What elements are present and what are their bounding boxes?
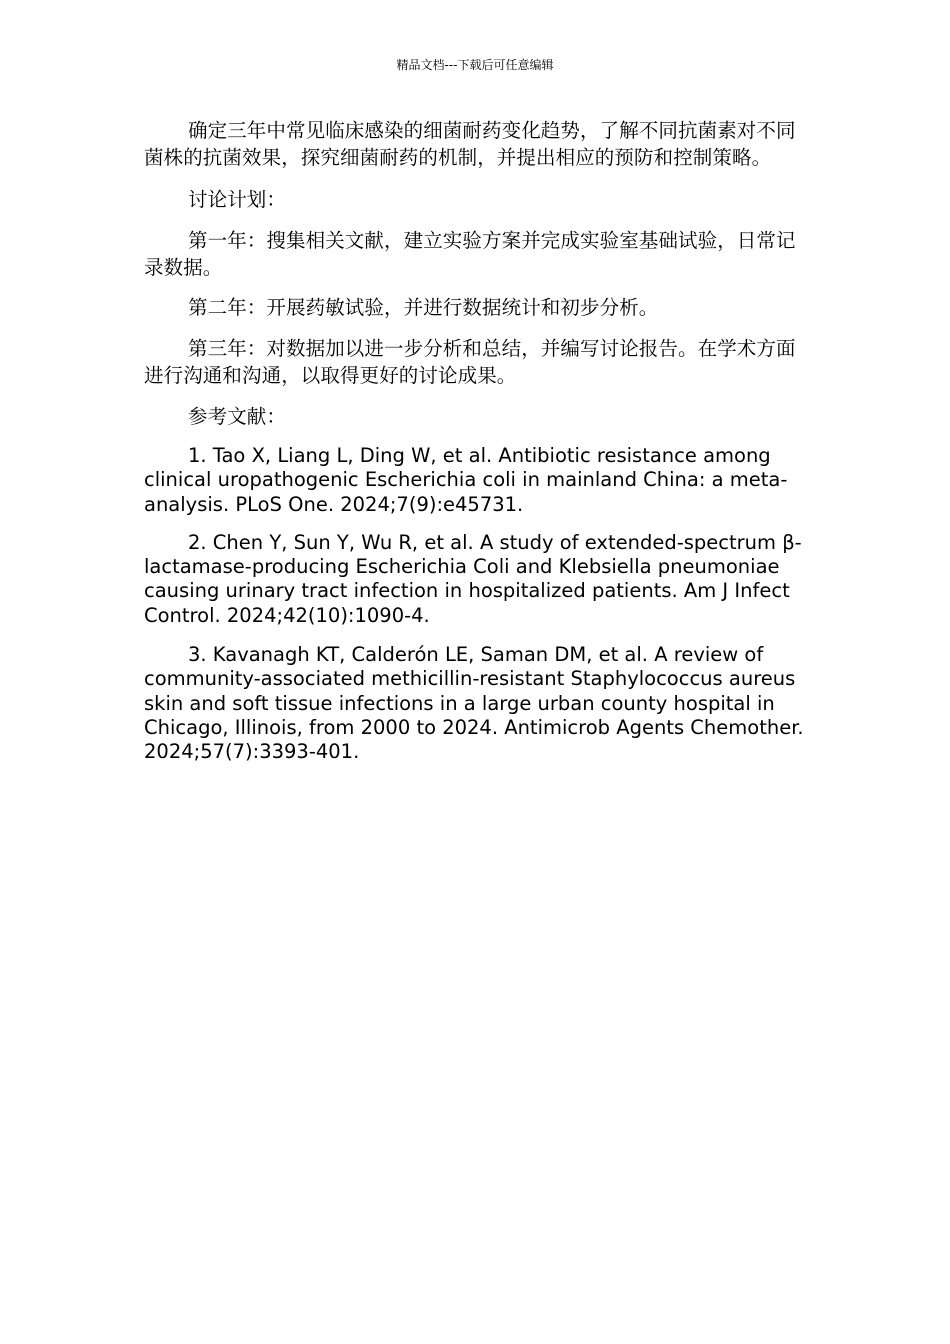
plan-year-one: 第一年：搜集相关文献，建立实验方案并完成实验室基础试验，日常记录数据。 — [144, 229, 796, 279]
reference-item: 2. Chen Y, Sun Y, Wu R, et al. A study of extended-spectrum β-lactamase-producing Escherichia Coli and Klebsiella pneumoniae causing urinary tract infection in hospitalized patients. Am J Infect Control. 2024;42(10):1090-4. — [144, 530, 802, 627]
reference-item: 1. Tao X, Liang L, Ding W, et al. Antibiotic resistance among clinical uropathogenic Escherichia coli in mainland China: a meta-analysis. PLoS One. 2024;7(9):e45731. — [144, 444, 788, 516]
objective-paragraph: 确定三年中常见临床感染的细菌耐药变化趋势，了解不同抗菌素对不同菌株的抗菌效果，探究细菌耐药的机制，并提出相应的预防和控制策略。 — [144, 119, 796, 169]
page-header: 精品文档---下载后可任意编辑 — [396, 58, 554, 72]
discussion-plan-heading: 讨论计划： — [188, 188, 287, 211]
document-body — [144, 117, 809, 765]
reference-item: 3. Kavanagh KT, Calderón LE, Saman DM, et al. A review of community-associated methicillin-resistant Staphylococcus aureus skin and soft tissue infections in a large urban county hospital in Chicago, Illinois, from 2000 to 2024. Antimicrob Agents Chemother. 2024;57(7):3393-401. — [144, 643, 804, 764]
references-heading: 参考文献： — [188, 405, 287, 428]
plan-year-two: 第二年：开展药敏试验，并进行数据统计和初步分析。 — [188, 296, 659, 319]
plan-year-three: 第三年：对数据加以进一步分析和总结，并编写讨论报告。在学术方面进行沟通和沟通，以取得更好的讨论成果。 — [144, 337, 796, 387]
